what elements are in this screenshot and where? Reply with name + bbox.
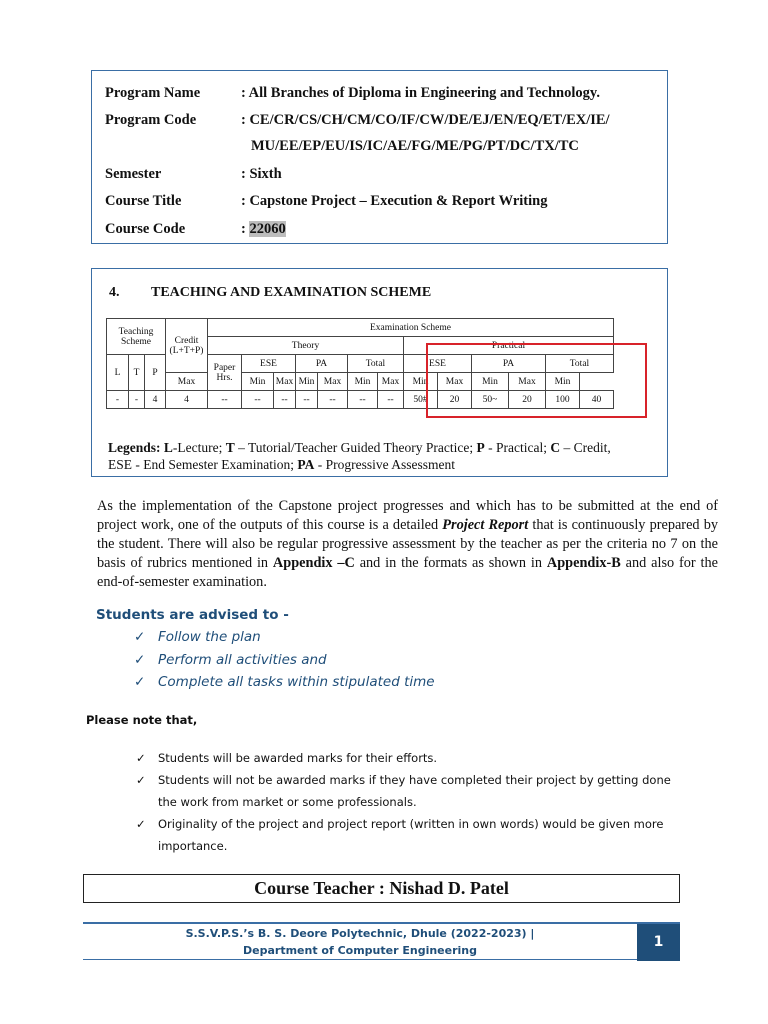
- para-text: As the implementation of the Capstone project progresses and which has to be submitted at the end of project work, one of the outputs of this course is a detailed: [97, 498, 718, 533]
- legend-ese: ESE - End Semester Examination;: [108, 457, 298, 472]
- program-name-label: Program Name: [105, 85, 201, 101]
- max-header: Max: [509, 373, 546, 391]
- course-code-row: [105, 221, 286, 238]
- footer-rule-bottom: [83, 959, 637, 960]
- min-header: Min: [296, 373, 318, 391]
- min-header: Min: [546, 373, 580, 391]
- note-title: Please note that,: [86, 713, 198, 727]
- exam-scheme-header: Examination Scheme: [208, 319, 614, 337]
- semester-row: [105, 166, 282, 183]
- para-text: and also for the end-of-semester examination.: [97, 555, 718, 590]
- l-value: -: [107, 391, 129, 409]
- theory-value: --: [348, 391, 378, 409]
- p-value: 4: [145, 391, 166, 409]
- program-code-row: [105, 112, 610, 129]
- min-header: Min: [472, 373, 509, 391]
- max-header: Max: [274, 373, 296, 391]
- program-code-value-2: MU/EE/EP/EU/IS/IC/AE/FG/ME/PG/PT/DC/TX/TC: [251, 138, 579, 154]
- practical-ese-min: 20: [438, 391, 472, 409]
- legend-text-l: -Lecture;: [172, 440, 226, 455]
- footer-line-2: Department of Computer Engineering: [243, 944, 477, 957]
- teaching-scheme-header: Teaching Scheme: [107, 319, 166, 355]
- note-item: [136, 813, 681, 857]
- program-name-row: [105, 85, 600, 102]
- practical-ese-header: ESE: [404, 355, 472, 373]
- footer-line-1: S.S.V.P.S.’s B. S. Deore Polytechnic, Dhule (2022-2023) |: [185, 927, 535, 940]
- course-title-row: [105, 193, 547, 210]
- teaching-scheme-box: [91, 268, 668, 477]
- note-item: [136, 769, 681, 813]
- check-icon: ✓: [136, 751, 146, 765]
- paper-hrs-header: Paper Hrs.: [208, 355, 242, 391]
- para-text: and in the formats as shown in: [354, 555, 547, 571]
- theory-value: --: [274, 391, 296, 409]
- check-icon: ✓: [136, 817, 146, 831]
- page-number: 1: [637, 924, 680, 961]
- legend-text-t: – Tutorial/Teacher Guided Theory Practice;: [234, 440, 477, 455]
- min-header: Min: [348, 373, 378, 391]
- semester-value: : Sixth: [241, 166, 282, 182]
- scheme-heading: [109, 285, 431, 301]
- theory-header: Theory: [208, 337, 404, 355]
- advice-item: [134, 652, 327, 668]
- course-title-value: : Capstone Project – Execution & Report Writing: [241, 193, 548, 209]
- legend-key-t: T: [225, 440, 235, 455]
- legend-text-c: – Credit,: [560, 440, 611, 455]
- advice-item: [134, 674, 435, 690]
- section-number: 4.: [109, 285, 120, 300]
- check-icon: ✓: [134, 629, 146, 645]
- para-appendix-c: Appendix –C: [272, 555, 355, 571]
- course-teacher: Course Teacher : Nishad D. Patel: [83, 874, 680, 903]
- max-header: Max: [166, 373, 208, 391]
- program-code-label: Program Code: [105, 112, 197, 128]
- legend-text-p: - Practical;: [484, 440, 551, 455]
- legend-key-c: C: [550, 440, 561, 455]
- practical-total-header: Total: [546, 355, 614, 373]
- practical-pa-min: 20: [509, 391, 546, 409]
- program-code-continued: [251, 138, 579, 155]
- practical-total-max: 100: [546, 391, 580, 409]
- practical-ese-max: 50#: [404, 391, 438, 409]
- min-header: Min: [242, 373, 274, 391]
- advice-item-text: Perform all activities and: [158, 652, 327, 668]
- theory-value: --: [242, 391, 274, 409]
- course-code-label: Course Code: [105, 221, 186, 237]
- practical-highlight-box: [426, 343, 647, 418]
- advice-item-text: Complete all tasks within stipulated time: [158, 674, 435, 690]
- paper-hrs-value: --: [208, 391, 242, 409]
- footer-rule-top: [83, 922, 680, 924]
- semester-label: Semester: [105, 166, 162, 182]
- legend: [108, 439, 658, 473]
- program-name-value: : All Branches of Diploma in Engineering and Technology.: [241, 85, 600, 101]
- theory-ese-header: ESE: [242, 355, 296, 373]
- legend-key-p: P: [476, 440, 485, 455]
- section-title: TEACHING AND EXAMINATION SCHEME: [151, 285, 432, 300]
- course-code-value: 22060: [249, 221, 286, 237]
- legend-key-pa: PA: [297, 457, 315, 472]
- practical-header: Practical: [404, 337, 614, 355]
- p-header: P: [145, 355, 166, 391]
- legend-key-l: Legends: L: [108, 440, 173, 455]
- theory-value: --: [318, 391, 348, 409]
- theory-pa-header: PA: [296, 355, 348, 373]
- para-project-report: Project Report: [442, 517, 529, 533]
- legend-pa: - Progressive Assessment: [314, 457, 455, 472]
- check-icon: ✓: [136, 773, 146, 787]
- para-text: that is continuously prepared by the student. There will also be regular progressive assessment by the teacher as per the criteria no 7 on the basis of rubrics mentioned in: [97, 517, 718, 571]
- max-header: Max: [378, 373, 404, 391]
- advice-title: Students are advised to -: [96, 607, 289, 623]
- footer-text: [83, 925, 637, 959]
- t-header: T: [129, 355, 145, 391]
- note-item-text: Students will not be awarded marks if they have completed their project by getting done the work from market or some professionals.: [158, 773, 671, 809]
- note-item: [136, 747, 681, 769]
- advice-item: [134, 629, 261, 645]
- theory-value: --: [378, 391, 404, 409]
- program-info-box: [91, 70, 668, 244]
- min-header: Min: [404, 373, 438, 391]
- t-value: -: [129, 391, 145, 409]
- practical-total-min: 40: [580, 391, 614, 409]
- note-item-text: Students will be awarded marks for their efforts.: [158, 751, 438, 765]
- check-icon: ✓: [134, 652, 146, 668]
- max-header: Max: [438, 373, 472, 391]
- credit-value: 4: [166, 391, 208, 409]
- theory-value: --: [296, 391, 318, 409]
- check-icon: ✓: [134, 674, 146, 690]
- course-title-label: Course Title: [105, 193, 182, 209]
- note-item-text: Originality of the project and project report (written in own words) would be given more importance.: [158, 817, 664, 853]
- description-paragraph: [97, 497, 718, 592]
- course-code-sep: :: [241, 221, 246, 237]
- max-header: Max: [318, 373, 348, 391]
- l-header: L: [107, 355, 129, 391]
- program-code-value: : CE/CR/CS/CH/CM/CO/IF/CW/DE/EJ/EN/EQ/ET/EX/IE/: [241, 112, 610, 128]
- credit-header: Credit (L+T+P): [166, 319, 208, 373]
- theory-total-header: Total: [348, 355, 404, 373]
- practical-pa-max: 50~: [472, 391, 509, 409]
- practical-pa-header: PA: [472, 355, 546, 373]
- para-appendix-b: Appendix-B: [546, 555, 621, 571]
- advice-item-text: Follow the plan: [158, 629, 261, 645]
